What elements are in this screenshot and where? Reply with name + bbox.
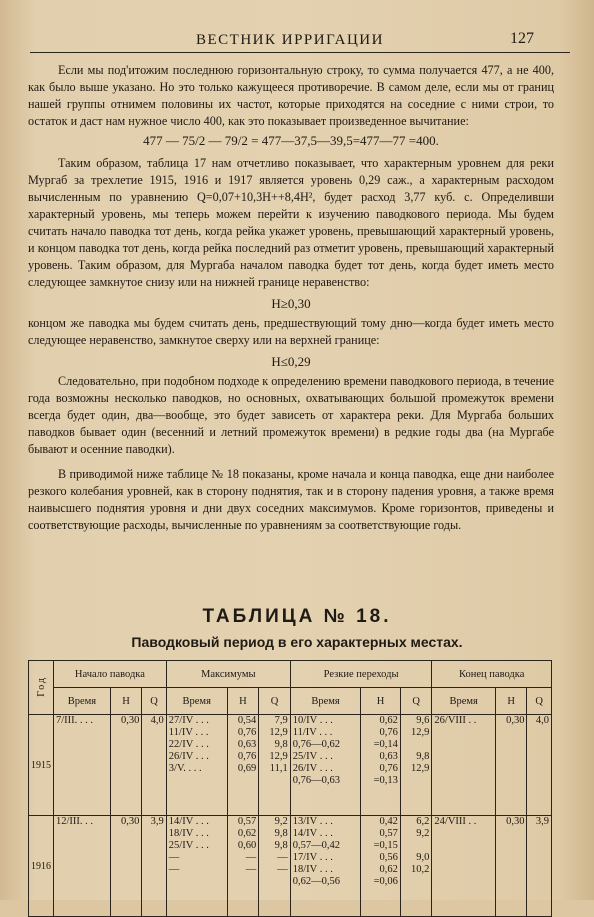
sub-time: Время bbox=[432, 688, 495, 715]
start-q-cell: 4,0 bbox=[142, 715, 166, 816]
table-subtitle: Паводковый период в его характерных местах. bbox=[131, 634, 463, 650]
sharp-q-cell-line bbox=[403, 840, 430, 852]
flood-table bbox=[28, 660, 552, 917]
max-h-cell-line: 0,76 bbox=[237, 727, 257, 738]
sharp-q-cell-line: 9,2 bbox=[416, 828, 430, 839]
end-q-cell: 4,0 bbox=[527, 715, 552, 816]
max-q-cell bbox=[259, 816, 291, 917]
sharp-time-cell-line: 0,76—0,62 bbox=[292, 739, 341, 750]
inequality-upper: H≤0,29 bbox=[271, 354, 311, 369]
sharp-time-cell-line: 18/IV . . . bbox=[292, 864, 333, 875]
sub-q: Q bbox=[259, 688, 291, 715]
inequality-lower: H≥0,30 bbox=[271, 296, 311, 311]
max-q-cell-line: 9,8 bbox=[274, 828, 288, 839]
table-row bbox=[29, 816, 552, 917]
sharp-time-cell-line: 0,57—0,42 bbox=[292, 840, 341, 851]
sharp-q-cell-line bbox=[403, 876, 430, 888]
paragraph-5: В приводимой ниже таблице № 18 показаны, кроме начала и конца паводка, еще дни наиболее резкого колебания уровней, как в сторону поднятия, так и в сторону падения уровня, а также время наивысшего поднятия уровня и дни двух соседних максимумов. Кроме горизонтов, приведены и соответствующие расходы, вычисленные по уравнениям за соответствующие годы. bbox=[28, 467, 554, 532]
end-h-cell: 0,30 bbox=[495, 715, 527, 816]
sharp-q-cell-line: 9,0 bbox=[416, 852, 430, 863]
sharp-h-cell-line: =0,15 bbox=[373, 840, 398, 851]
sub-q: Q bbox=[400, 688, 432, 715]
start-time-cell: 12/III. . . bbox=[54, 816, 111, 917]
sharp-q-cell-line: 6,2 bbox=[416, 816, 430, 827]
start-time-cell: 7/III. . . . bbox=[54, 715, 111, 816]
sub-time: Время bbox=[290, 688, 361, 715]
max-time-cell-line: 18/IV . . . bbox=[168, 828, 209, 839]
max-h-cell bbox=[227, 715, 259, 816]
sharp-h-cell-line: 0,42 bbox=[379, 816, 398, 827]
sharp-h-cell-line: 0,62 bbox=[379, 864, 398, 875]
sharp-time-cell-line: 14/IV . . . bbox=[292, 828, 333, 839]
year-cell: 1915 bbox=[29, 715, 54, 816]
sharp-h-cell-line: 0,63 bbox=[379, 751, 398, 762]
max-q-cell-line: 7,9 bbox=[274, 715, 288, 726]
sharp-q-cell bbox=[400, 816, 432, 917]
max-h-cell-line: 0,69 bbox=[237, 763, 257, 774]
max-q-cell-line: 9,2 bbox=[274, 816, 288, 827]
max-h-cell-line: — bbox=[245, 852, 257, 863]
group-end: Конец паводка bbox=[432, 661, 552, 688]
sharp-time-cell-line: 17/IV . . . bbox=[292, 852, 333, 863]
max-q-cell-line: 11,1 bbox=[269, 763, 288, 774]
max-time-cell-line: 27/IV . . . bbox=[168, 715, 209, 726]
table-row bbox=[29, 715, 552, 816]
sharp-h-cell bbox=[361, 816, 401, 917]
sub-q: Q bbox=[527, 688, 552, 715]
max-h-cell-line: 0,62 bbox=[237, 828, 257, 839]
sub-h: H bbox=[110, 688, 142, 715]
max-q-cell-line: 12,9 bbox=[269, 751, 288, 762]
max-h-cell-line: 0,57 bbox=[237, 816, 257, 827]
max-q-cell-line: 12,9 bbox=[269, 727, 288, 738]
table-header-sub bbox=[29, 688, 552, 715]
sharp-time-cell-line: 0,62—0,56 bbox=[292, 876, 341, 887]
max-time-cell-line: 26/IV . . . bbox=[168, 751, 209, 762]
year-cell: 1916 bbox=[29, 816, 54, 917]
sharp-time-cell-line: 10/IV . . . bbox=[292, 715, 333, 726]
formula: 477 — 75/2 — 79/2 = 477—37,5—39,5=477—77 =400. bbox=[143, 133, 439, 148]
sub-q: Q bbox=[142, 688, 166, 715]
paragraph-4: Следовательно, при подобном подходе к определению времени паводкового периода, в течение года возможны несколько паводков, но основных, охватывающих большой промежуток времени всегда будет один, два—вообще, это будет зависеть от характера реки. Для Мургаба больших паводков бывает один (весенний и летний промежуток времени) в редкие годы два (на Мургабе бывают и осенние паводки). bbox=[28, 374, 554, 456]
sub-time: Время bbox=[166, 688, 227, 715]
sharp-q-cell-line bbox=[403, 775, 430, 787]
group-maxima: Максимумы bbox=[166, 661, 290, 688]
sub-h: H bbox=[361, 688, 401, 715]
sub-h: H bbox=[495, 688, 527, 715]
table-header-groups bbox=[29, 661, 552, 688]
start-h-cell: 0,30 bbox=[110, 816, 142, 917]
sharp-q-cell-line: 12,9 bbox=[411, 727, 430, 738]
max-time-cell-line: — bbox=[168, 852, 180, 863]
sharp-time-cell-line: 25/IV . . . bbox=[292, 751, 333, 762]
end-time-cell: 26/VIII . . bbox=[432, 715, 495, 816]
max-time-cell-line: 25/IV . . . bbox=[168, 840, 209, 851]
sharp-q-cell-line: 12,9 bbox=[411, 763, 430, 774]
max-h-cell bbox=[227, 816, 259, 917]
sharp-h-cell-line: =0,14 bbox=[373, 739, 398, 750]
max-q-cell-line: 9,8 bbox=[274, 739, 288, 750]
sharp-h-cell-line: 0,62 bbox=[379, 715, 398, 726]
max-h-cell-line: 0,60 bbox=[237, 840, 257, 851]
max-h-cell-line: — bbox=[245, 864, 257, 875]
sharp-q-cell-line bbox=[403, 739, 430, 751]
max-time-cell-line: 11/IV . . . bbox=[168, 727, 209, 738]
paragraph-1: Если мы под'итожим последнюю горизонтальную строку, то сумма получается 477, а не 400, как было выше указано. Но это только кажущееся противоречие. В самом деле, если мы от границ нашей группы отнимем половины их частот, которые приходятся на соседние с ними строи, то остаток и даст нам нужное число 400, как это показывает произведенное вычитание: bbox=[28, 63, 554, 128]
sharp-time-cell-line: 0,76—0,63 bbox=[292, 775, 341, 786]
max-h-cell-line: 0,76 bbox=[237, 751, 257, 762]
start-q-cell: 3,9 bbox=[142, 816, 166, 917]
start-h-cell: 0,30 bbox=[110, 715, 142, 816]
sub-time: Время bbox=[54, 688, 111, 715]
max-q-cell-line: — bbox=[277, 864, 288, 875]
group-start: Начало паводка bbox=[54, 661, 167, 688]
body-text bbox=[28, 62, 554, 534]
max-time-cell-line: 14/IV . . . bbox=[168, 816, 209, 827]
journal-title: ВЕСТНИК ИРРИГАЦИИ bbox=[196, 32, 384, 48]
end-h-cell: 0,30 bbox=[495, 816, 527, 917]
max-h-cell-line: 0,54 bbox=[237, 715, 257, 726]
group-sharp: Резкие переходы bbox=[290, 661, 432, 688]
col-year-header: Год bbox=[29, 661, 54, 715]
sharp-h-cell-line: =0,06 bbox=[373, 876, 398, 887]
page-number: 127 bbox=[510, 30, 534, 47]
max-time-cell bbox=[166, 715, 227, 816]
max-h-cell-line: 0,63 bbox=[237, 739, 257, 750]
paragraph-3: концом же паводка мы будем считать день, предшествующий тому дню—когда будет иметь место следующее неравенство, замкнутое сверху или на верхней границе: bbox=[28, 316, 554, 347]
sharp-q-cell bbox=[400, 715, 432, 816]
sharp-h-cell-line: 0,76 bbox=[379, 727, 398, 738]
sharp-h-cell-line: =0,13 bbox=[373, 775, 398, 786]
max-time-cell-line: 22/IV . . . bbox=[168, 739, 209, 750]
sharp-time-cell-line: 11/IV . . . bbox=[292, 727, 333, 738]
max-q-cell-line: 9,8 bbox=[274, 840, 288, 851]
sharp-q-cell-line: 10,2 bbox=[411, 864, 430, 875]
sharp-h-cell bbox=[361, 715, 401, 816]
sharp-h-cell-line: 0,56 bbox=[379, 852, 398, 863]
max-time-cell-line: — bbox=[168, 864, 180, 875]
sharp-time-cell-line: 26/IV . . . bbox=[292, 763, 333, 774]
max-q-cell-line: — bbox=[277, 852, 288, 863]
end-q-cell: 3,9 bbox=[527, 816, 552, 917]
max-q-cell bbox=[259, 715, 291, 816]
sharp-q-cell-line: 9,6 bbox=[416, 715, 430, 726]
max-time-cell-line: 3/V. . . . bbox=[168, 763, 202, 774]
max-time-cell bbox=[166, 816, 227, 917]
table-title: ТАБЛИЦА № 18. bbox=[202, 606, 392, 627]
paragraph-2: Таким образом, таблица 17 нам отчетливо показывает, что характерным уровнем для реки Мургаб за трехлетие 1915, 1916 и 1917 является уровень 0,29 саж., а характерным расходом вычисленным по уравнению Q=0,07+10,3H++8,4H², будет расход 3,77 куб. с. Определивши характерный уровень, мы теперь можем перейти к изучению паводкового периода. Мы будем считать начало паводка тот день, когда рейка укажет уровень, превышающий характерный уровень, и концом паводка тот день, когда рейка последний раз отметит уровень, превышающий характерный уровень. Таким образом, для Мургаба началом паводка будет тот день, когда будет иметь место следующее замкнутое снизу или на нижней границе неравенство: bbox=[28, 156, 554, 289]
sharp-time-cell bbox=[290, 715, 361, 816]
running-header bbox=[30, 28, 570, 53]
end-time-cell: 24/VIII . . bbox=[432, 816, 495, 917]
sharp-q-cell-line: 9,8 bbox=[416, 751, 430, 762]
sub-h: H bbox=[227, 688, 259, 715]
sharp-h-cell-line: 0,76 bbox=[379, 763, 398, 774]
sharp-h-cell-line: 0,57 bbox=[379, 828, 398, 839]
sharp-time-cell-line: 13/IV . . . bbox=[292, 816, 333, 827]
sharp-time-cell bbox=[290, 816, 361, 917]
